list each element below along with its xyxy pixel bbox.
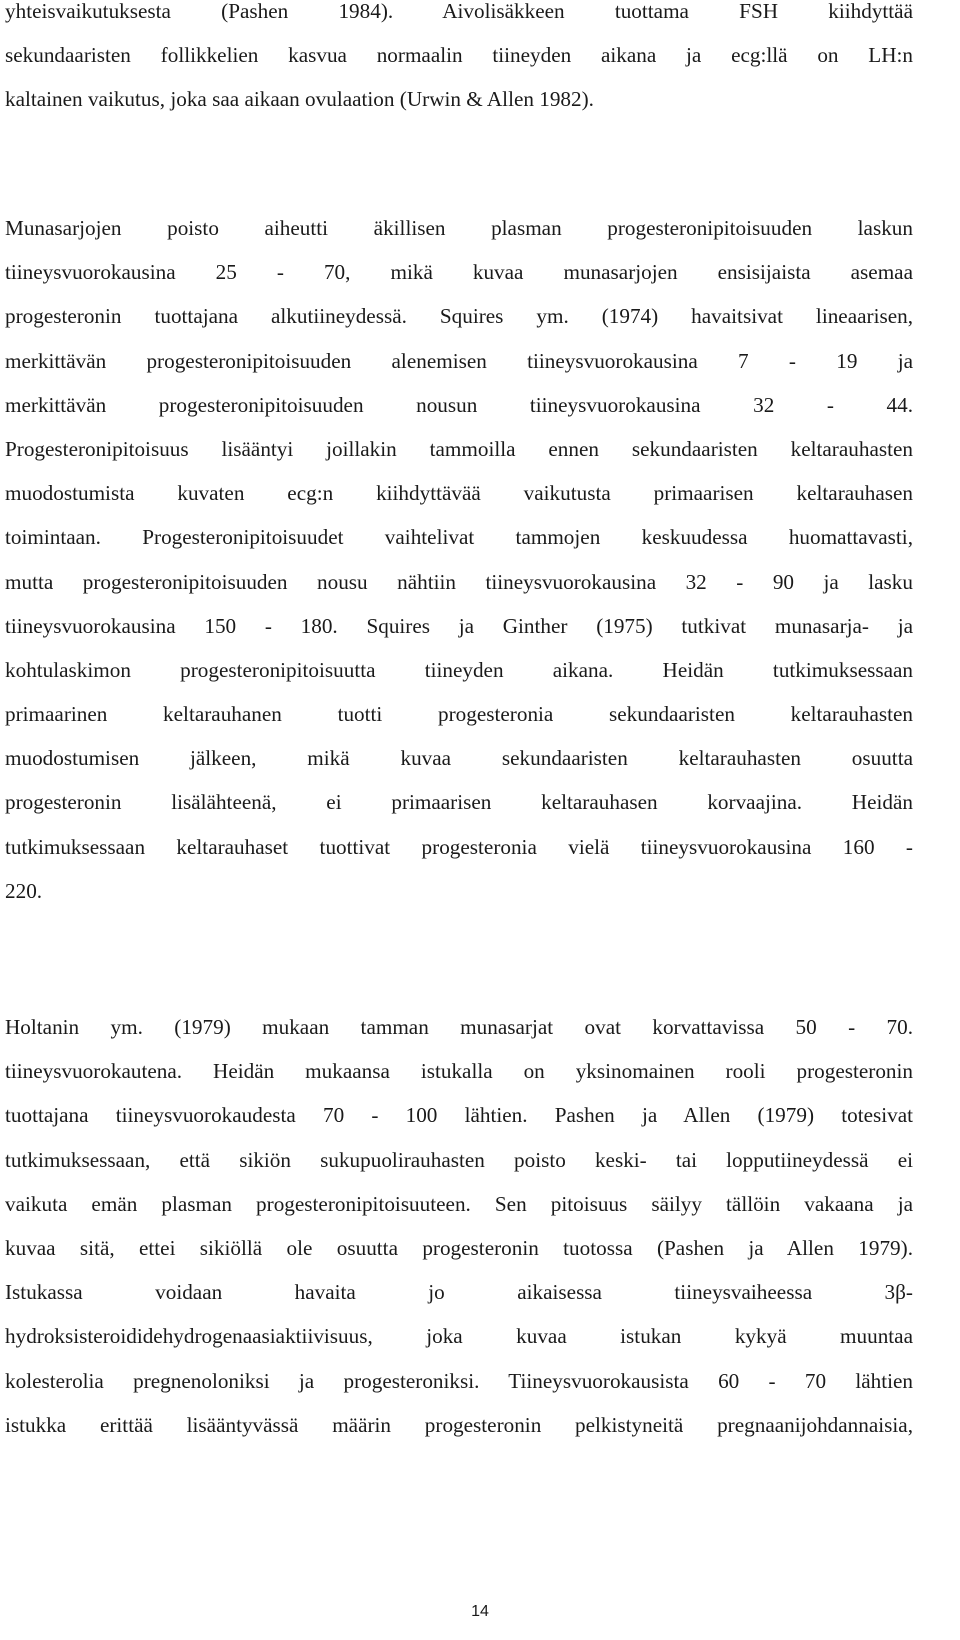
text-line: Holtanin ym. (1979) mukaan tamman munasarjat ovat korvattavissa 50 - 70. (5, 1015, 913, 1039)
text-line: vaikuta emän plasman progesteronipitoisuuteen. Sen pitoisuus säilyy tällöin vakaana ja (5, 1191, 913, 1216)
text-line: muodostumisen jälkeen, mikä kuvaa sekundaaristen keltarauhasten osuutta (5, 746, 913, 771)
text-line: kuvaa sitä, ettei sikiöllä ole osuutta progesteronin tuotossa (Pashen ja Allen 1979). (5, 1235, 913, 1260)
text-line: merkittävän progesteronipitoisuuden nousun tiineysvuorokausina 32 - 44. (5, 392, 913, 417)
text-line: merkittävän progesteronipitoisuuden alenemisen tiineysvuorokausina 7 - 19 ja (5, 348, 913, 373)
text-line: Istukassa voidaan havaita jo aikaisessa tiineysvaiheessa 3β- (5, 1280, 913, 1305)
text-line: kohtulaskimon progesteronipitoisuutta tiineyden aikana. Heidän tutkimuksessaan (5, 657, 913, 682)
text-line: kolesterolia pregnenoloniksi ja progesteroniksi. Tiineysvuorokausista 60 - 70 lähtien (5, 1368, 913, 1393)
paragraph-2 (5, 213, 913, 920)
paragraph-3 (5, 1012, 913, 1454)
text-line: istukka erittää lisääntyvässä määrin progesteronin pelkistyneitä pregnaanijohdannaisia, (5, 1412, 913, 1437)
text-line: Munasarjojen poisto aiheutti äkillisen plasman progesteronipitoisuuden laskun (5, 216, 913, 240)
text-line: primaarinen keltarauhanen tuotti progesteronia sekundaaristen keltarauhasten (5, 702, 913, 727)
text-line: tutkimuksessaan keltarauhaset tuottivat progesteronia vielä tiineysvuorokausina 160 - (5, 834, 913, 859)
text-line: tiineysvuorokautena. Heidän mukaansa istukalla on yksinomainen rooli progesteronin (5, 1059, 913, 1084)
paragraph-1 (5, 0, 913, 129)
text-line: kaltainen vaikutus, joka saa aikaan ovulaation (Urwin & Allen 1982). (5, 87, 594, 112)
text-line: tutkimuksessaan, että sikiön sukupuolirauhasten poisto keski- tai lopputiineydessä ei (5, 1147, 913, 1172)
text-line: mutta progesteronipitoisuuden nousu nähtiin tiineysvuorokausina 32 - 90 ja lasku (5, 569, 913, 594)
page-number: 14 (471, 1603, 489, 1620)
text-line: toimintaan. Progesteronipitoisuudet vaihtelivat tammojen keskuudessa huomattavasti, (5, 525, 913, 550)
text-line: progesteronin lisälähteenä, ei primaarisen keltarauhasen korvaajina. Heidän (5, 790, 913, 815)
text-line: 220. (5, 878, 43, 903)
text-line: sekundaaristen follikkelien kasvua normaalin tiineyden aikana ja ecg:llä on LH:n (5, 43, 913, 68)
text-line: tiineysvuorokausina 25 - 70, mikä kuvaa munasarjojen ensisijaista asemaa (5, 260, 913, 285)
text-line: muodostumista kuvaten ecg:n kiihdyttävää vaikutusta primaarisen keltarauhasen (5, 481, 913, 506)
text-line: tuottajana tiineysvuorokaudesta 70 - 100 lähtien. Pashen ja Allen (1979) totesivat (5, 1103, 913, 1128)
text-line: hydroksisteroididehydrogenaasiaktiivisuus, joka kuvaa istukan kykyä muuntaa (5, 1324, 913, 1349)
text-line: progesteronin tuottajana alkutiineydessä. Squires ym. (1974) havaitsivat lineaarisen, (5, 304, 913, 329)
text-line: yhteisvaikutuksesta (Pashen 1984). Aivolisäkkeen tuottama FSH kiihdyttää (5, 0, 913, 23)
text-line: tiineysvuorokausina 150 - 180. Squires ja Ginther (1975) tutkivat munasarja- ja (5, 613, 913, 638)
text-line: Progesteronipitoisuus lisääntyi joillakin tammoilla ennen sekundaaristen keltarauhasten (5, 436, 913, 461)
